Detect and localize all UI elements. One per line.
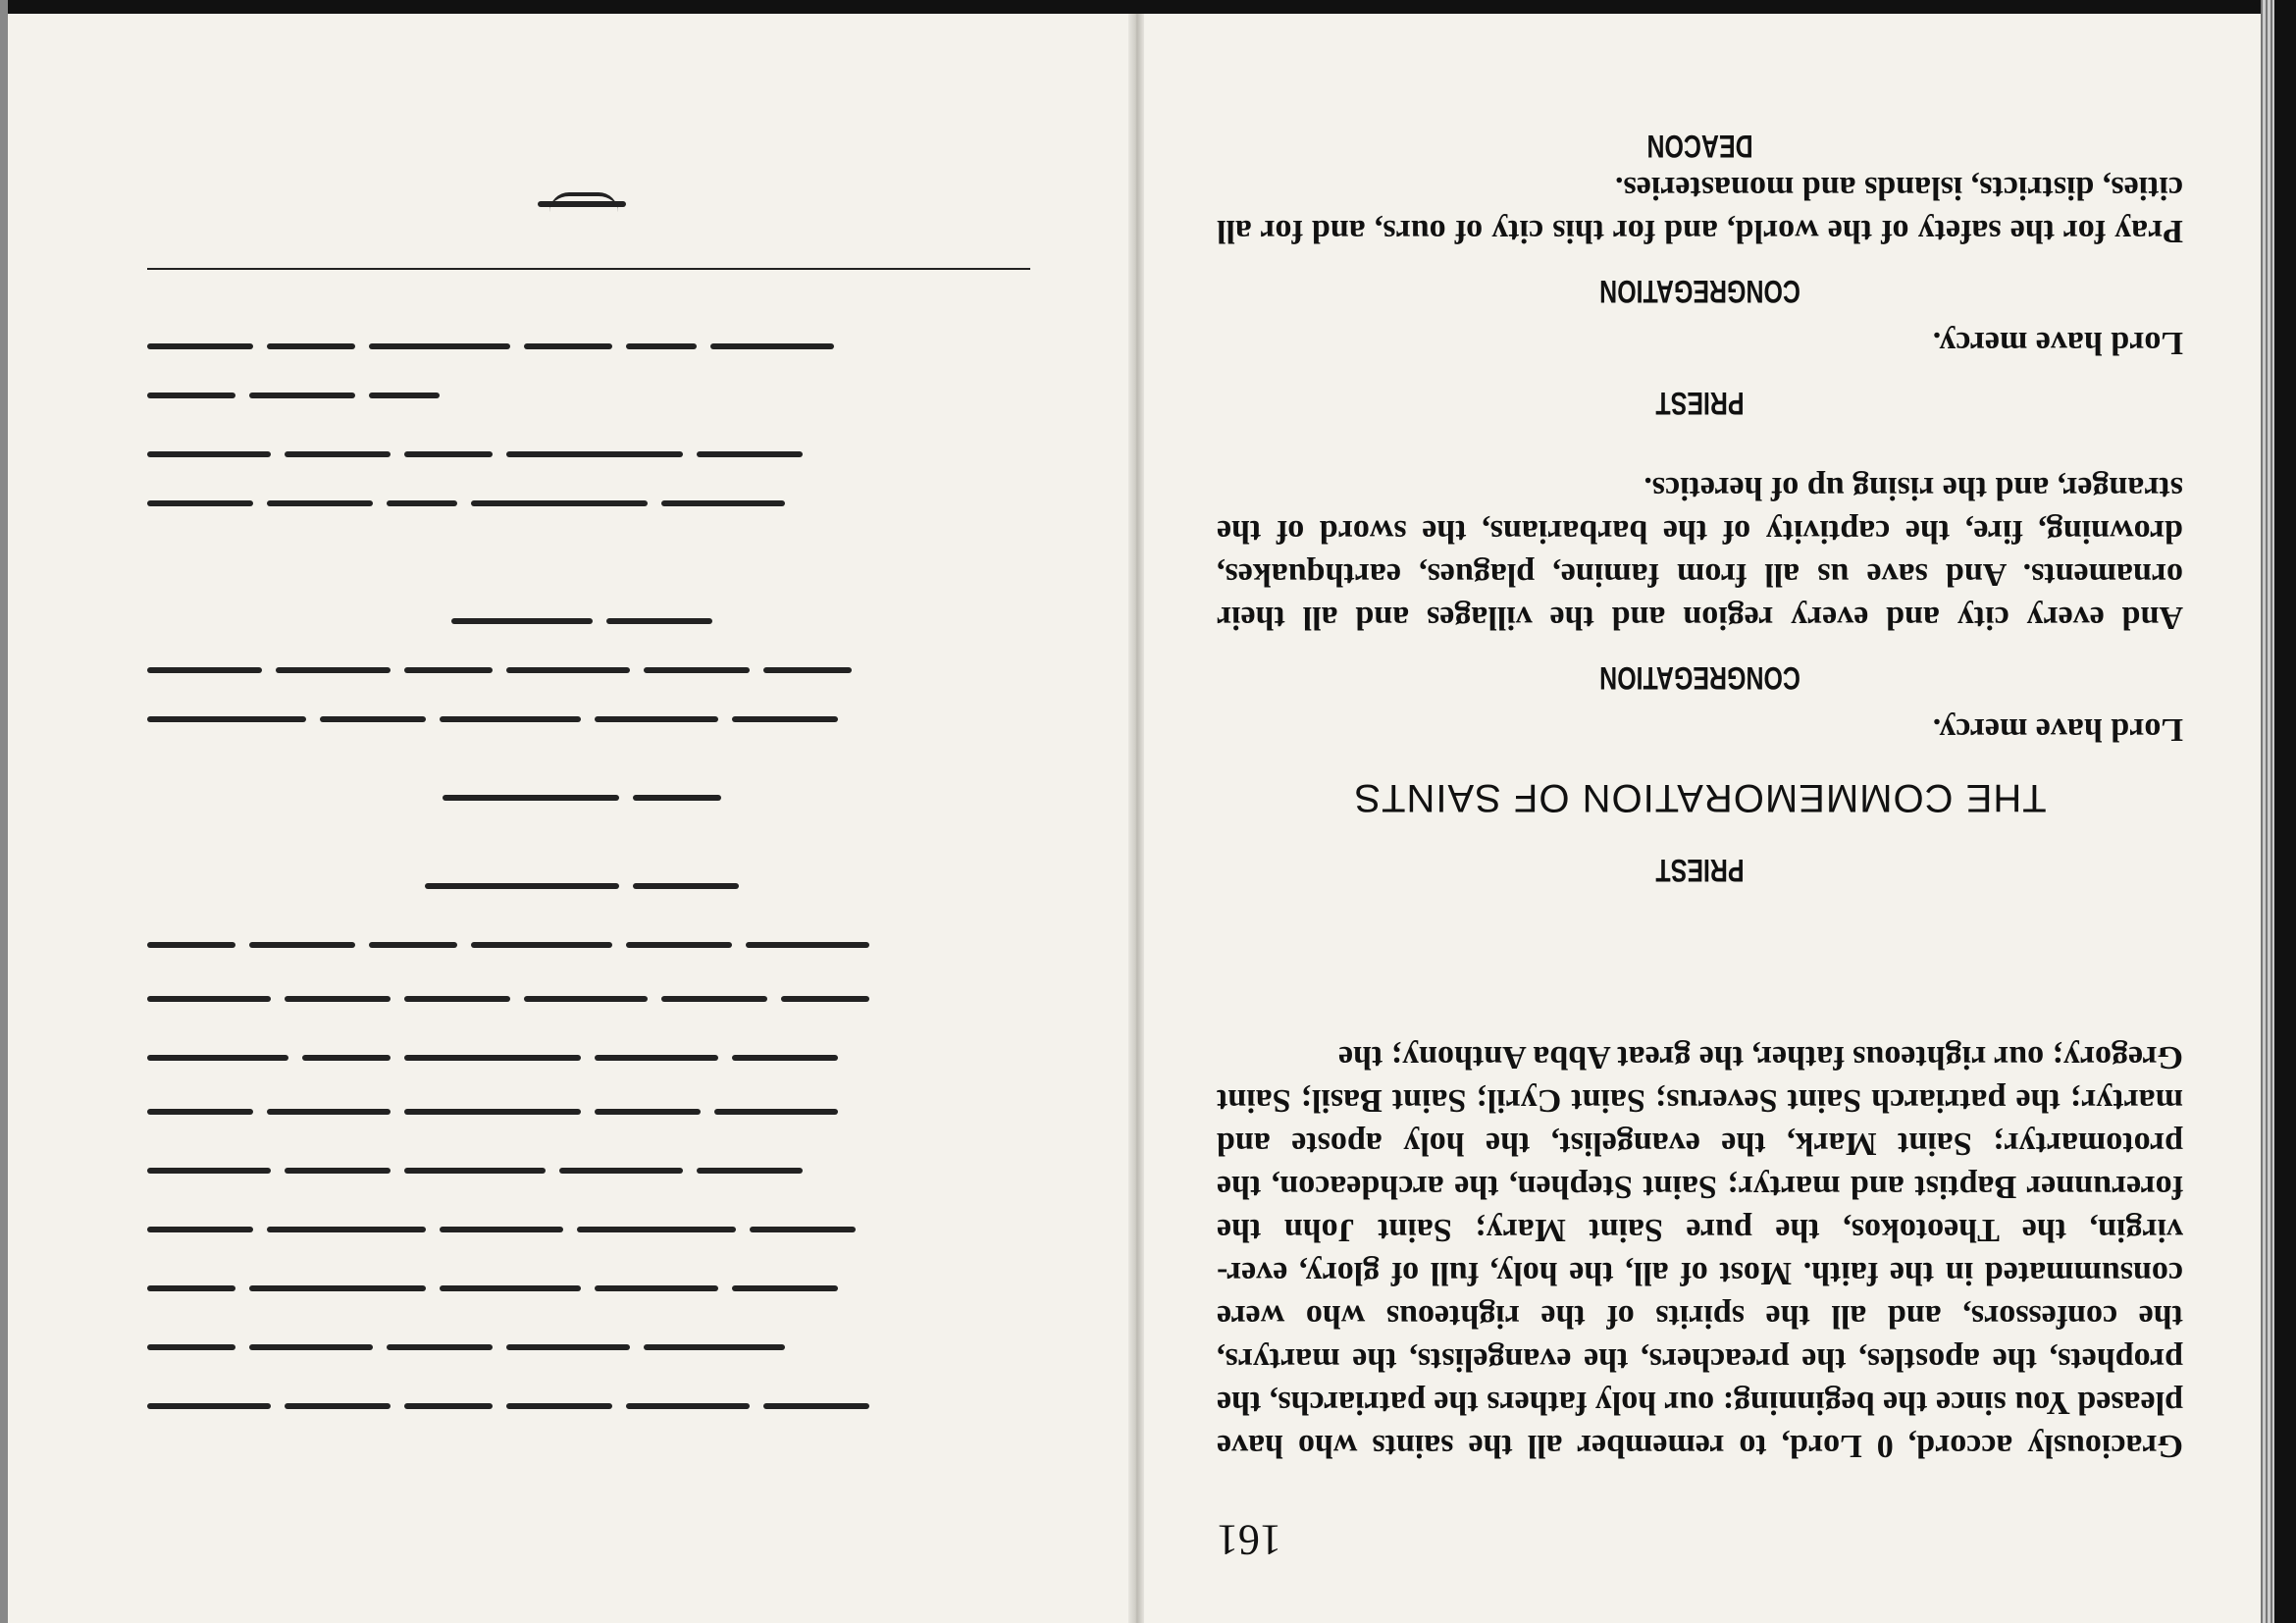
arabic-word [249,942,355,948]
scanner-border-left [0,0,8,1623]
arabic-word [714,1109,838,1115]
arabic-text-line [147,1366,1030,1413]
arabic-word [249,393,355,398]
arabic-word [746,942,869,948]
arabic-word [147,1344,235,1350]
arabic-word [559,1168,683,1174]
arabic-text-line [147,630,1030,677]
arabic-text-line [147,581,1030,628]
arabic-word [369,393,440,398]
arabic-word [710,343,834,349]
arabic-word [595,1055,718,1061]
arabic-word [147,393,235,398]
arabic-word [387,1344,493,1350]
arabic-word [626,343,697,349]
arabic-word [404,667,493,673]
arabic-word [633,883,739,889]
arabic-word [147,667,262,673]
arabic-word [267,500,373,506]
arabic-text-line [147,1307,1030,1354]
arabic-word [595,1109,701,1115]
arabic-word [506,451,683,457]
arabic-word [285,996,391,1002]
arabic-word [147,343,253,349]
arabic-word [404,1055,581,1061]
deacon-prayer-text: Pray for the safety of the world, and for this city of ours, and for all cities, districts, islands and monasteries. [1217,170,2183,249]
priest-prayer-text: And every city and every region and the villages and all their ornaments. And save us all from famine, plagues, earthquakes, drowning, fire, the captivity of the barbarians, the sword of the stranger, and the rising up of heretics. [1217,470,2183,636]
arabic-word [147,500,253,506]
arabic-word [577,1227,736,1232]
arabic-word [147,942,235,948]
arabic-word [451,618,593,624]
arabic-word [249,1344,373,1350]
arabic-word [147,996,271,1002]
arabic-word [595,1285,718,1291]
arabic-word [369,343,510,349]
arabic-word [267,1227,426,1232]
congregation-heading: CONGREGATION [1599,274,1800,309]
arabic-word [369,942,457,948]
arabic-word [443,795,619,801]
arabic-word [285,1168,391,1174]
arabic-word [644,1344,785,1350]
arabic-word [276,667,391,673]
priest-heading: PRIEST [1655,853,1745,888]
arabic-word [147,451,271,457]
arabic-text-line [147,758,1030,805]
arabic-word [633,795,721,801]
scanner-border-right [2274,0,2296,1623]
arabic-word [267,1109,391,1115]
arabic-word [697,1168,803,1174]
arabic-word [471,942,612,948]
arabic-word [732,716,838,722]
arabic-word [538,201,626,207]
arabic-word [661,500,785,506]
arabic-word [697,451,803,457]
arabic-word [732,1055,838,1061]
arabic-word [626,942,732,948]
arabic-word [606,618,712,624]
arabic-word [147,1109,253,1115]
arabic-word [387,500,457,506]
arabic-word [440,716,581,722]
scanner-border-top [0,0,2296,14]
congregation-heading: CONGREGATION [1599,660,1800,696]
arabic-text-line [147,1189,1030,1236]
arabic-word [404,1168,546,1174]
arabic-word [506,1403,612,1409]
arabic-word [249,1285,426,1291]
arabic-word [763,1403,869,1409]
arabic-word [267,343,355,349]
arabic-word [147,1055,288,1061]
arabic-word [506,1344,630,1350]
arabic-word [781,996,869,1002]
arabic-word [147,1168,271,1174]
congregation-response-text: Lord have mercy. [1932,325,2183,361]
congregation-response-text: Lord have mercy. [1932,711,2183,748]
arabic-word [302,1055,391,1061]
arabic-word [147,1403,271,1409]
arabic-word [147,1227,253,1232]
arabic-word [440,1227,563,1232]
arabic-text-line [147,355,1030,402]
arabic-word [750,1227,856,1232]
section-title: THE COMMEMORATION OF SAINTS [1353,776,2047,819]
arabic-word [404,451,493,457]
arabic-text-line [147,1130,1030,1178]
arabic-text-line [147,1072,1030,1119]
arabic-word [661,996,767,1002]
arabic-word [732,1285,838,1291]
page-edges [2261,0,2274,1623]
arabic-word [524,343,612,349]
commemoration-text: Graciously accord, 0 Lord, to remember all the saints who have pleased You since the beginning: our holy fathers the patriarchs, the prophets, the apostles, the preachers, the evangelists, the martyrs, the confessors, and all the spirits of the righteous who were consummated in the faith. Most of all, the holy, full of glory, ever-virgin, the Theotokos, the pure Saint Mary; Saint John the forerunner Baptist and martyr; Saint Stephen, the archdeacon, the protomartyr; Saint Mark, the evangelist, the holy aposte and martyr; the patriarch Saint Severus; Saint Cyril; Saint Basil; Saint Gregory; our righteous father, the great Abba Anthony; the [1217,1039,2183,1464]
arabic-word [644,667,750,673]
arabic-word [471,500,648,506]
priest-heading: PRIEST [1655,386,1745,421]
arabic-word [285,1403,391,1409]
arabic-word [320,716,426,722]
arabic-text-line [147,1248,1030,1295]
arabic-text-line [147,959,1030,1006]
arabic-word [524,996,648,1002]
arabic-word [425,883,619,889]
book-spine [1128,14,1144,1623]
arabic-word [626,1403,750,1409]
arabic-text-line [147,679,1030,726]
arabic-word [147,1285,235,1291]
arabic-word [595,716,718,722]
arabic-text-line [147,905,1030,952]
arabic-text-line [147,164,1030,211]
arabic-text-line [147,1018,1030,1065]
arabic-text-line [147,846,1030,893]
deacon-heading: DEACON [1646,129,1753,164]
arabic-word [285,451,391,457]
arabic-word [404,1403,493,1409]
arabic-word [404,1109,581,1115]
arabic-text-line [147,414,1030,461]
arabic-word [440,1285,581,1291]
page-number: 161 [1217,1516,1281,1564]
arabic-word [147,716,306,722]
footer-divider-line [147,268,1030,270]
arabic-word [506,667,630,673]
arabic-page [147,137,1030,1541]
arabic-word [404,996,510,1002]
arabic-text-line [147,306,1030,353]
arabic-text-line [147,463,1030,510]
arabic-word [763,667,852,673]
english-page [1217,93,2183,1565]
